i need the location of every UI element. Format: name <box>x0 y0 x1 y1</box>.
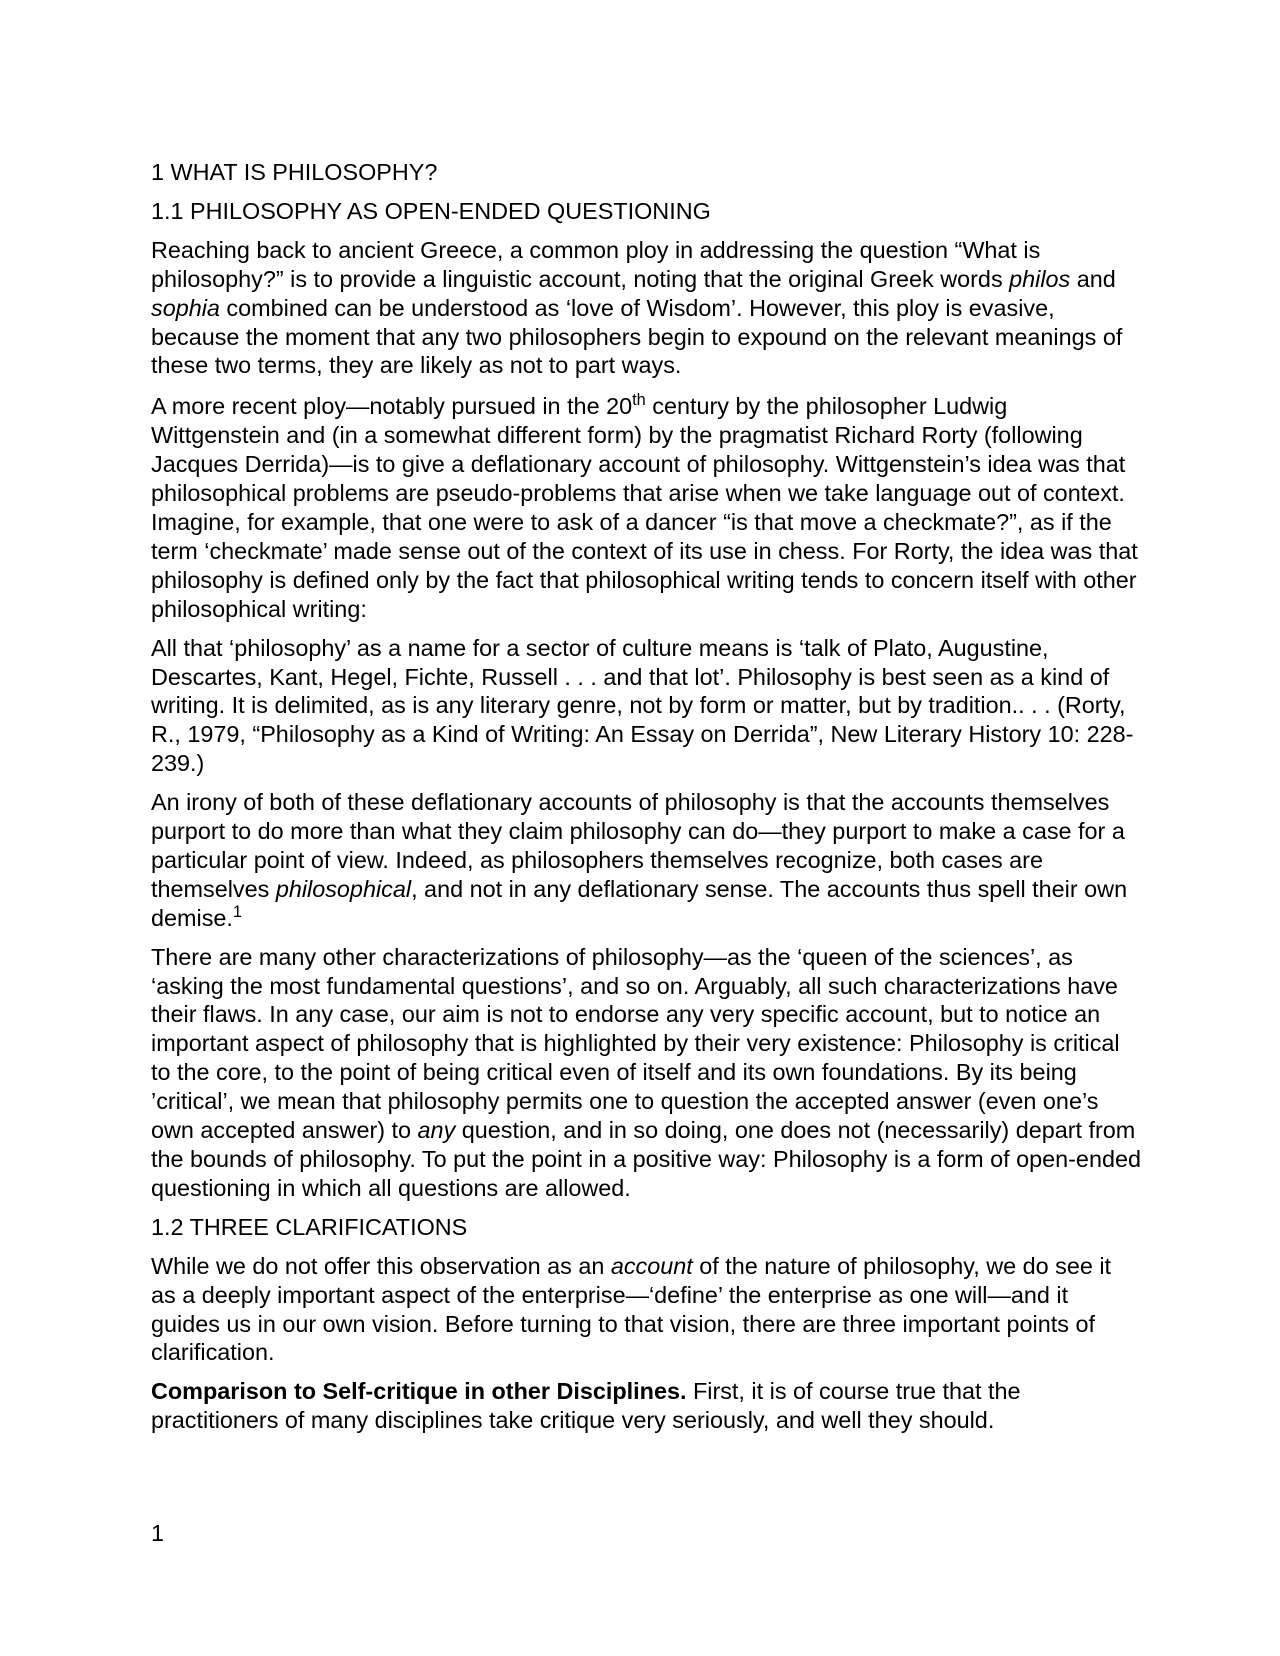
document-page <box>151 158 1141 1445</box>
paragraph-text: combined can be understood as ‘love of Wisdom’. However, this ploy is evasive, because the moment that any two philosophers begin to expound on the relevant meanings of these two terms, they are likely as not to part ways. <box>151 294 1123 379</box>
paragraph-greek-etymology <box>151 236 1141 381</box>
paragraph-text: There are many other characterizations of philosophy—as the ‘queen of the sciences’, as ‘asking the most fundamental questions’, and so on. Arguably, all such characterizations have their flaws. In any case, our aim is not to endorse any very specific account, but to notice an important aspect of philosophy that is highlighted by their very existence: Philosophy is critical to the core, to the point of being critical even of itself and its own foundations. By its being ’critical’, we mean that philosophy permits one to question the accepted answer (even one’s own accepted answer) to <box>151 943 1120 1144</box>
paragraph-text: and <box>1070 265 1116 292</box>
chapter-heading: 1 WHAT IS PHILOSOPHY? <box>151 159 438 185</box>
emphasis-sophia: sophia <box>151 294 220 321</box>
emphasis-any: any <box>417 1117 456 1144</box>
run-in-heading: Comparison to Self-critique in other Disciplines. <box>151 1378 687 1405</box>
section-heading-1-1: 1.1 PHILOSOPHY AS OPEN-ENDED QUESTIONING <box>151 197 711 224</box>
paragraph-deflationary-account <box>151 392 1141 623</box>
paragraph-text: of the nature of philosophy, we do see it as a deeply important aspect of the enterprise—‘define’ the enterprise as one will—and it guides us in our own vision. Before turning to that vision, there are three important points of clarification. <box>151 1252 1112 1366</box>
paragraph-text: A more recent ploy—notably pursued in the 20 <box>151 393 633 420</box>
paragraph-self-critique <box>151 1377 1141 1435</box>
paragraph-text: First, it is of course true that the practitioners of many disciplines take critique very seriously, and well they should. <box>151 1378 1021 1434</box>
emphasis-philosophical: philosophical <box>275 875 412 902</box>
paragraph-observation <box>151 1252 1141 1368</box>
block-quote-rorty: All that ‘philosophy’ as a name for a sector of culture means is ‘talk of Plato, Augustine, Descartes, Kant, Hegel, Fichte, Russell . . . and that lot’. Philosophy is best seen as a kind of writing. It is delimited, as is any literary genre, not by form or matter, but by tradition.. . . (Rorty, R., 1979, “Philosophy as a Kind of Writing: An Essay on Derrida”, New Literary History 10: 228-239.) <box>151 634 1134 777</box>
paragraph-characterizations <box>151 943 1141 1203</box>
emphasis-philos: philos <box>1009 265 1071 292</box>
paragraph-text: While we do not offer this observation as an <box>151 1252 611 1279</box>
section-heading-1-2: 1.2 THREE CLARIFICATIONS <box>151 1213 468 1240</box>
emphasis-account: account <box>610 1252 693 1279</box>
footnote-reference[interactable]: 1 <box>232 902 243 921</box>
paragraph-text: century by the philosopher Ludwig Wittgenstein and (in a somewhat different form) by the pragmatist Richard Rorty (following Jacques Derrida)—is to give a deflationary account of philosophy. Wittgenstein’s idea was that philosophical problems are pseudo-problems that arise when we take language out of context. Imagine, for example, that one were to ask of a dancer “is that move a checkmate?”, as if the term ‘checkmate’ made sense out of the context of its use in chess. For Rorty, the idea was that philosophy is defined only by the fact that philosophical writing tends to concern itself with other philosophical writing: <box>151 393 1138 622</box>
paragraph-text: An irony of both of these deflationary accounts of philosophy is that the accounts themselves purport to do more than what they claim philosophy can do—they purport to make a case for a particular point of view. Indeed, as philosophers themselves recognize, both cases are themselves <box>151 789 1125 902</box>
ordinal-superscript: th <box>632 391 646 410</box>
page-number: 1 <box>151 1520 165 1546</box>
paragraph-text: Reaching back to ancient Greece, a common ploy in addressing the question “What is philosophy?” is to provide a linguistic account, noting that the original Greek words <box>151 236 1041 292</box>
paragraph-text: , and not in any deflationary sense. The accounts thus spell their own demise. <box>151 875 1128 931</box>
paragraph-text: question, and in so doing, one does not (necessarily) depart from the bounds of philosophy. To put the point in a positive way: Philosophy is a form of open-ended questioning in which all questions are allowed. <box>151 1117 1141 1201</box>
paragraph-irony <box>151 788 1141 933</box>
